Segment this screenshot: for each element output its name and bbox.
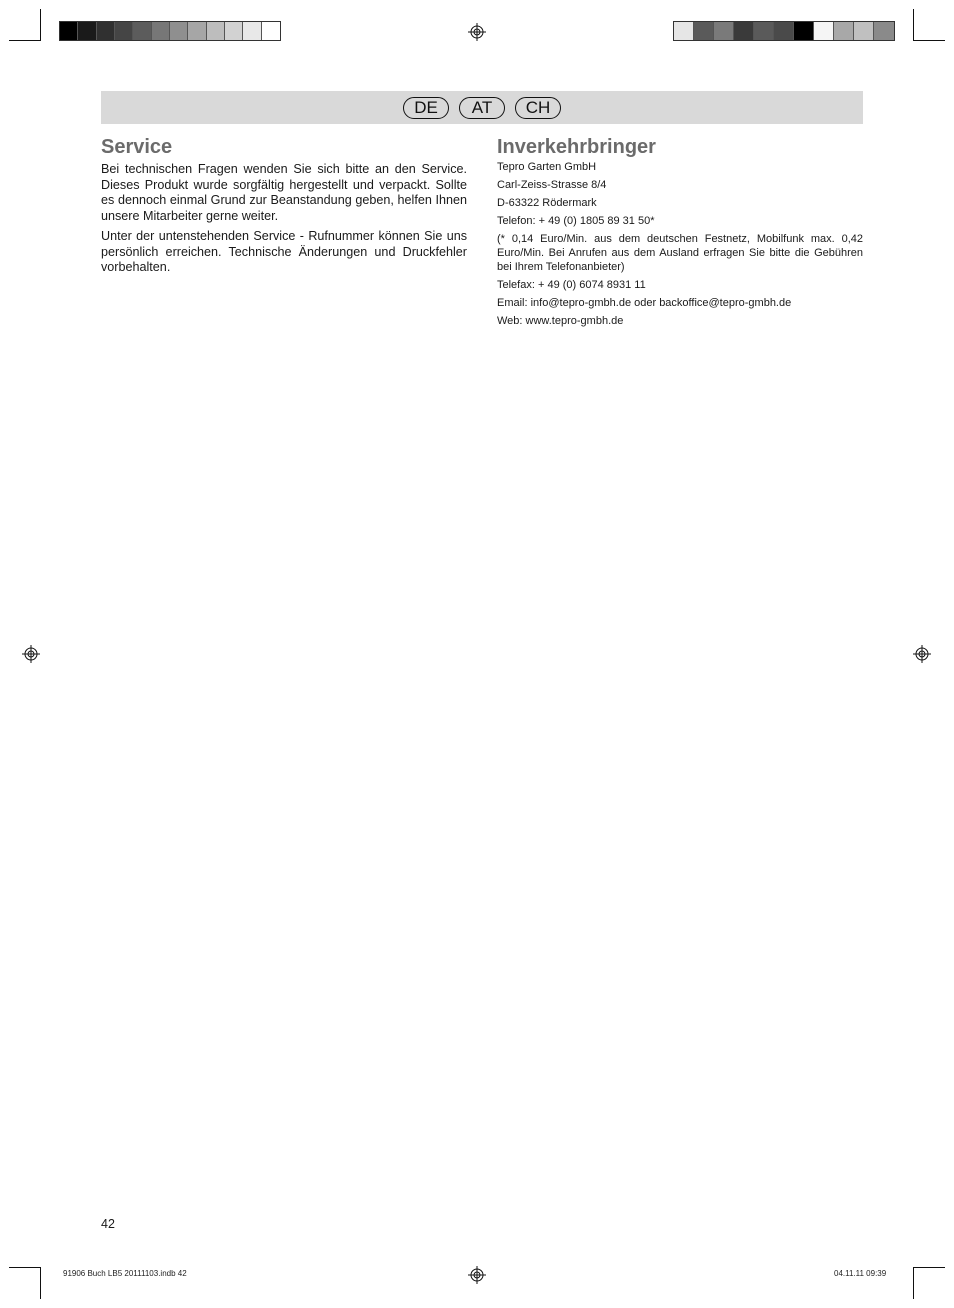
crop-mark-top-left-horizontal xyxy=(9,40,41,41)
distributor-contact xyxy=(497,160,863,332)
street-address: Carl-Zeiss-Strasse 8/4 xyxy=(497,179,607,191)
color-swatch xyxy=(152,22,170,40)
color-swatch xyxy=(60,22,78,40)
color-swatch xyxy=(170,22,188,40)
distributor-heading: Inverkehrbringer xyxy=(497,136,656,158)
color-swatch xyxy=(754,22,774,40)
color-swatch xyxy=(115,22,133,40)
service-paragraph: Bei technischen Fragen wenden Sie sich bitte an den Service. Dieses Produkt wurde sorgfältig hergestellt und verpackt. Sollte es dennoch einmal Grund zur Beanstandung geben, helfen Ihnen unsere Mitarbeiter gerne weiter. xyxy=(101,162,467,223)
crop-mark-top-right-horizontal xyxy=(913,40,945,41)
service-paragraph: Unter der untenstehenden Service - Rufnummer können Sie uns persönlich erreichen. Technische Änderungen und Druckfehler vorbehalten. xyxy=(101,229,467,274)
color-swatch xyxy=(774,22,794,40)
registration-mark-icon xyxy=(22,645,40,663)
page-number: 42 xyxy=(101,1217,115,1231)
phone-number: Telefon: + 49 (0) 1805 89 31 50* xyxy=(497,215,655,227)
color-swatch xyxy=(794,22,814,40)
crop-mark-top-left-vertical xyxy=(40,9,41,41)
crop-mark-top-right-vertical xyxy=(913,9,914,41)
left-color-bar xyxy=(59,21,281,41)
crop-mark-bottom-right-vertical xyxy=(913,1267,914,1299)
service-heading: Service xyxy=(101,136,173,158)
color-swatch xyxy=(262,22,280,40)
color-swatch xyxy=(694,22,714,40)
color-swatch xyxy=(243,22,261,40)
color-swatch xyxy=(874,22,894,40)
color-swatch xyxy=(814,22,834,40)
color-swatch xyxy=(78,22,96,40)
color-swatch xyxy=(97,22,115,40)
color-swatch xyxy=(714,22,734,40)
language-badge-de: DE xyxy=(403,97,449,119)
slug-date-time: 04.11.11 09:39 xyxy=(834,1269,887,1278)
crop-mark-bottom-right-horizontal xyxy=(913,1267,945,1268)
service-text xyxy=(101,162,467,281)
right-color-bar xyxy=(673,21,895,41)
language-badge-ch: CH xyxy=(515,97,561,119)
website: Web: www.tepro-gmbh.de xyxy=(497,315,624,327)
phone-cost-note: (* 0,14 Euro/Min. aus dem deutschen Festnetz, Mobilfunk max. 0,42 Euro/Min. Bei Anrufen aus dem Ausland erfragen Sie bitte die Gebühren bei Ihrem Telefonanbieter) xyxy=(497,233,863,273)
crop-mark-bottom-left-horizontal xyxy=(9,1267,41,1268)
registration-mark-icon xyxy=(468,1266,486,1284)
color-swatch xyxy=(225,22,243,40)
registration-mark-icon xyxy=(913,645,931,663)
color-swatch xyxy=(674,22,694,40)
fax-number: Telefax: + 49 (0) 6074 8931 11 xyxy=(497,279,646,291)
language-banner xyxy=(101,91,863,124)
color-swatch xyxy=(207,22,225,40)
color-swatch xyxy=(188,22,206,40)
color-swatch xyxy=(834,22,854,40)
color-swatch xyxy=(734,22,754,40)
language-badge-at: AT xyxy=(459,97,505,119)
color-swatch xyxy=(133,22,151,40)
company-name: Tepro Garten GmbH xyxy=(497,161,597,173)
color-swatch xyxy=(854,22,874,40)
city-address: D-63322 Rödermark xyxy=(497,197,597,209)
email-addresses: Email: info@tepro-gmbh.de oder backoffice@tepro-gmbh.de xyxy=(497,297,792,309)
crop-mark-bottom-left-vertical xyxy=(40,1267,41,1299)
slug-file-info: 91906 Buch LB5 20111103.indb 42 xyxy=(63,1269,187,1278)
registration-mark-icon xyxy=(468,23,486,41)
